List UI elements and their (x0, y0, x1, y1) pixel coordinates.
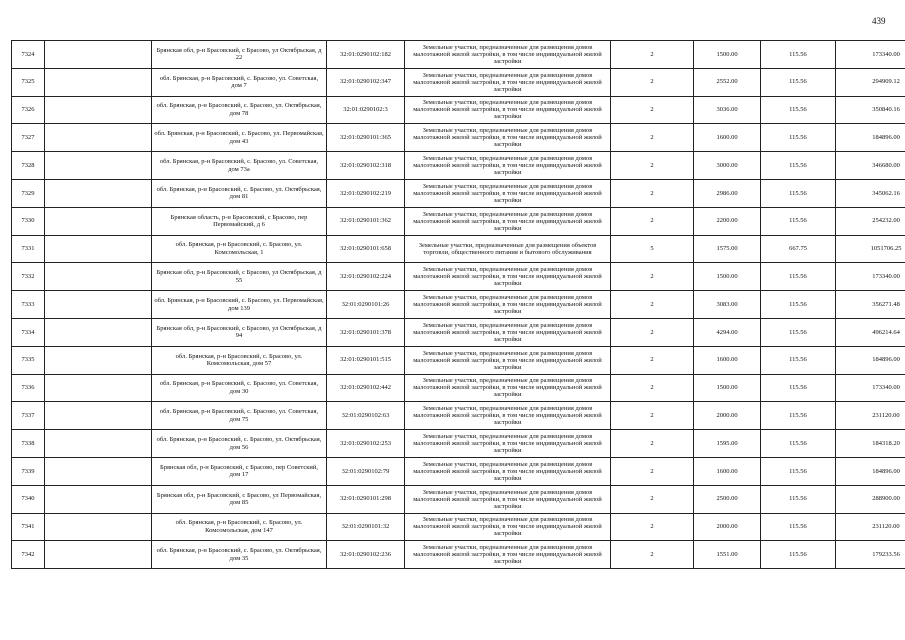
cadastral-value-cell: 179233.56 (836, 541, 905, 569)
row-number-cell: 7327 (12, 124, 45, 152)
use-group-cell: 2 (611, 41, 694, 69)
cadastral-value-cell: 184896.00 (836, 457, 905, 485)
area-cell: 1500.00 (694, 41, 761, 69)
land-use-cell: Земельные участки, предназначенные для размещения домов малоэтажной жилой застройки, в том числе индивидуальной жилой застройки (405, 541, 611, 569)
use-group-cell: 2 (611, 513, 694, 541)
land-use-cell: Земельные участки, предназначенные для размещения домов малоэтажной жилой застройки, в том числе индивидуальной жилой застройки (405, 402, 611, 430)
specific-value-cell: 115.56 (761, 263, 836, 291)
area-cell: 2000.00 (694, 513, 761, 541)
address-cell: Брянская область, р-н Брасовский, с Брасово, пер Первомайский, д 6 (152, 207, 327, 235)
row-number-cell: 7324 (12, 41, 45, 69)
table-row (12, 457, 905, 485)
empty-cell (45, 152, 152, 180)
row-number-cell: 7342 (12, 541, 45, 569)
specific-value-cell: 115.56 (761, 179, 836, 207)
cadastral-value-cell: 254232.00 (836, 207, 905, 235)
cadastral-value-cell: 173340.00 (836, 263, 905, 291)
address-cell: обл. Брянская, р-н Брасовский, с. Брасово, ул. Октябрьская, дом 35 (152, 541, 327, 569)
specific-value-cell: 115.56 (761, 152, 836, 180)
row-number-cell: 7328 (12, 152, 45, 180)
cadastral-value-cell: 356271.48 (836, 291, 905, 319)
empty-cell (45, 68, 152, 96)
table-row (12, 346, 905, 374)
row-number-cell: 7337 (12, 402, 45, 430)
land-use-cell: Земельные участки, предназначенные для размещения домов малоэтажной жилой застройки, в том числе индивидуальной жилой застройки (405, 346, 611, 374)
land-use-cell: Земельные участки, предназначенные для размещения домов малоэтажной жилой застройки, в том числе индивидуальной жилой застройки (405, 291, 611, 319)
specific-value-cell: 115.56 (761, 513, 836, 541)
use-group-cell: 2 (611, 68, 694, 96)
area-cell: 1595.00 (694, 430, 761, 458)
empty-cell (45, 263, 152, 291)
specific-value-cell: 115.56 (761, 318, 836, 346)
table-row (12, 41, 905, 69)
cadastral-value-cell: 231120.00 (836, 402, 905, 430)
row-number-cell: 7332 (12, 263, 45, 291)
row-number-cell: 7333 (12, 291, 45, 319)
cadastral-number-cell: 32:01:0290101:32 (327, 513, 405, 541)
cadastral-value-cell: 184896.00 (836, 124, 905, 152)
use-group-cell: 2 (611, 402, 694, 430)
empty-cell (45, 430, 152, 458)
cadastral-number-cell: 32:01:0290101:362 (327, 207, 405, 235)
cadastral-value-cell: 294909.12 (836, 68, 905, 96)
cadastral-value-cell: 184896.00 (836, 346, 905, 374)
use-group-cell: 2 (611, 485, 694, 513)
row-number-cell: 7336 (12, 374, 45, 402)
specific-value-cell: 115.56 (761, 457, 836, 485)
area-cell: 1551.00 (694, 541, 761, 569)
cadastral-value-cell: 173340.00 (836, 41, 905, 69)
table-row (12, 179, 905, 207)
cadastral-number-cell: 32:01:0290102:63 (327, 402, 405, 430)
table-body (12, 41, 905, 569)
cadastral-number-cell: 32:01:0290101:658 (327, 235, 405, 263)
table-row (12, 68, 905, 96)
row-number-cell: 7330 (12, 207, 45, 235)
empty-cell (45, 124, 152, 152)
cadastral-number-cell: 32:01:0290102:224 (327, 263, 405, 291)
land-use-cell: Земельные участки, предназначенные для размещения домов малоэтажной жилой застройки, в том числе индивидуальной жилой застройки (405, 318, 611, 346)
specific-value-cell: 115.56 (761, 96, 836, 124)
empty-cell (45, 346, 152, 374)
table-row (12, 402, 905, 430)
area-cell: 1500.00 (694, 263, 761, 291)
cadastral-value-cell: 350840.16 (836, 96, 905, 124)
area-cell: 2500.00 (694, 485, 761, 513)
land-use-cell: Земельные участки, предназначенные для размещения объектов торговли, общественного питания и бытового обслуживания (405, 235, 611, 263)
land-use-cell: Земельные участки, предназначенные для размещения домов малоэтажной жилой застройки, в том числе индивидуальной жилой застройки (405, 96, 611, 124)
address-cell: обл. Брянская, р-н Брасовский, с. Брасово, ул. Октябрьская, дом 81 (152, 179, 327, 207)
area-cell: 3000.00 (694, 152, 761, 180)
address-cell: Брянская обл, р-н Брасовский, с Брасово, ул Октябрьская, д 22 (152, 41, 327, 69)
cadastral-number-cell: 32:01:0290101:378 (327, 318, 405, 346)
address-cell: обл. Брянская, р-н Брасовский, с. Брасово, ул. Советская, дом 30 (152, 374, 327, 402)
land-use-cell: Земельные участки, предназначенные для размещения домов малоэтажной жилой застройки, в том числе индивидуальной жилой застройки (405, 457, 611, 485)
use-group-cell: 2 (611, 124, 694, 152)
cadastral-number-cell: 32:01:0290102:347 (327, 68, 405, 96)
table-row (12, 235, 905, 263)
specific-value-cell: 115.56 (761, 68, 836, 96)
specific-value-cell: 115.56 (761, 346, 836, 374)
address-cell: обл. Брянская, р-н Брасовский, с. Брасово, ул. Первомайская, дом 43 (152, 124, 327, 152)
empty-cell (45, 402, 152, 430)
cadastral-value-cell: 173340.00 (836, 374, 905, 402)
area-cell: 3083.00 (694, 291, 761, 319)
cadastral-number-cell: 32:01:0290102:236 (327, 541, 405, 569)
page-number: 439 (872, 16, 886, 26)
row-number-cell: 7338 (12, 430, 45, 458)
land-use-cell: Земельные участки, предназначенные для размещения домов малоэтажной жилой застройки, в том числе индивидуальной жилой застройки (405, 68, 611, 96)
cadastral-number-cell: 32:01:0290102:219 (327, 179, 405, 207)
area-cell: 1500.00 (694, 374, 761, 402)
empty-cell (45, 207, 152, 235)
use-group-cell: 2 (611, 96, 694, 124)
specific-value-cell: 115.56 (761, 41, 836, 69)
address-cell: Брянская обл, р-н Брасовский, с Брасово, ул Октябрьская, д 55 (152, 263, 327, 291)
land-use-cell: Земельные участки, предназначенные для размещения домов малоэтажной жилой застройки, в том числе индивидуальной жилой застройки (405, 152, 611, 180)
row-number-cell: 7335 (12, 346, 45, 374)
land-use-cell: Земельные участки, предназначенные для размещения домов малоэтажной жилой застройки, в том числе индивидуальной жилой застройки (405, 485, 611, 513)
use-group-cell: 2 (611, 207, 694, 235)
table-row (12, 96, 905, 124)
empty-cell (45, 457, 152, 485)
empty-cell (45, 41, 152, 69)
use-group-cell: 2 (611, 374, 694, 402)
specific-value-cell: 115.56 (761, 374, 836, 402)
area-cell: 2986.00 (694, 179, 761, 207)
specific-value-cell: 115.56 (761, 124, 836, 152)
row-number-cell: 7334 (12, 318, 45, 346)
empty-cell (45, 291, 152, 319)
empty-cell (45, 179, 152, 207)
row-number-cell: 7340 (12, 485, 45, 513)
land-use-cell: Земельные участки, предназначенные для размещения домов малоэтажной жилой застройки, в том числе индивидуальной жилой застройки (405, 374, 611, 402)
area-cell: 2552.00 (694, 68, 761, 96)
address-cell: обл. Брянская, р-н Брасовский, с. Брасово, ул. Первомайская, дом 139 (152, 291, 327, 319)
address-cell: Брянская обл, р-н Брасовский, с Брасово, пер Советский, дом 17 (152, 457, 327, 485)
land-use-cell: Земельные участки, предназначенные для размещения домов малоэтажной жилой застройки, в том числе индивидуальной жилой застройки (405, 124, 611, 152)
address-cell: обл. Брянская, р-н Брасовский, с. Брасово, ул. Советская, дом 7 (152, 68, 327, 96)
cadastral-value-cell: 231120.00 (836, 513, 905, 541)
use-group-cell: 5 (611, 235, 694, 263)
cadastral-number-cell: 32:01:0290101:298 (327, 485, 405, 513)
use-group-cell: 2 (611, 318, 694, 346)
specific-value-cell: 667.75 (761, 235, 836, 263)
table-row (12, 318, 905, 346)
area-cell: 1575.00 (694, 235, 761, 263)
table-row (12, 513, 905, 541)
empty-cell (45, 541, 152, 569)
cadastral-table (11, 40, 905, 569)
address-cell: обл. Брянская, р-н Брасовский, с. Брасово, ул. Советская, дом 75 (152, 402, 327, 430)
specific-value-cell: 115.56 (761, 291, 836, 319)
area-cell: 4294.00 (694, 318, 761, 346)
cadastral-number-cell: 32:01:0290101:365 (327, 124, 405, 152)
area-cell: 1600.00 (694, 124, 761, 152)
land-use-cell: Земельные участки, предназначенные для размещения домов малоэтажной жилой застройки, в том числе индивидуальной жилой застройки (405, 513, 611, 541)
specific-value-cell: 115.56 (761, 430, 836, 458)
area-cell: 2000.00 (694, 402, 761, 430)
row-number-cell: 7326 (12, 96, 45, 124)
land-use-cell: Земельные участки, предназначенные для размещения домов малоэтажной жилой застройки, в том числе индивидуальной жилой застройки (405, 179, 611, 207)
use-group-cell: 2 (611, 430, 694, 458)
table-row (12, 207, 905, 235)
cadastral-number-cell: 32:01:0290102:182 (327, 41, 405, 69)
cadastral-number-cell: 32:01:0290101:26 (327, 291, 405, 319)
table-row (12, 124, 905, 152)
land-use-cell: Земельные участки, предназначенные для размещения домов малоэтажной жилой застройки, в том числе индивидуальной жилой застройки (405, 41, 611, 69)
address-cell: обл. Брянская, р-н Брасовский, с. Брасово, ул. Комсомольская, дом 57 (152, 346, 327, 374)
cadastral-value-cell: 345062.16 (836, 179, 905, 207)
address-cell: обл. Брянская, р-н Брасовский, с. Брасово, ул. Октябрьская, дом 56 (152, 430, 327, 458)
address-cell: Брянская обл, р-н Брасовский, с Брасово, ул Первомайская, дом 85 (152, 485, 327, 513)
row-number-cell: 7325 (12, 68, 45, 96)
area-cell: 1600.00 (694, 457, 761, 485)
specific-value-cell: 115.56 (761, 402, 836, 430)
area-cell: 1600.00 (694, 346, 761, 374)
cadastral-number-cell: 32:01:0290102:442 (327, 374, 405, 402)
land-use-cell: Земельные участки, предназначенные для размещения домов малоэтажной жилой застройки, в том числе индивидуальной жилой застройки (405, 207, 611, 235)
specific-value-cell: 115.56 (761, 485, 836, 513)
address-cell: обл. Брянская, р-н Брасовский, с. Брасово, ул. Советская, дом 73а (152, 152, 327, 180)
cadastral-number-cell: 32:01:0290102:253 (327, 430, 405, 458)
empty-cell (45, 235, 152, 263)
cadastral-number-cell: 32:01:0290102:318 (327, 152, 405, 180)
cadastral-value-cell: 288900.00 (836, 485, 905, 513)
land-use-cell: Земельные участки, предназначенные для размещения домов малоэтажной жилой застройки, в том числе индивидуальной жилой застройки (405, 263, 611, 291)
empty-cell (45, 513, 152, 541)
table-row (12, 374, 905, 402)
cadastral-number-cell: 32:01:0290101:515 (327, 346, 405, 374)
address-cell: обл. Брянская, р-н Брасовский, с. Брасово, ул. Комсомольская, 1 (152, 235, 327, 263)
use-group-cell: 2 (611, 152, 694, 180)
address-cell: обл. Брянская, р-н Брасовский, с. Брасово, ул. Октябрьская, дом 78 (152, 96, 327, 124)
row-number-cell: 7329 (12, 179, 45, 207)
cadastral-number-cell: 32:01:0290102:3 (327, 96, 405, 124)
table-row (12, 291, 905, 319)
use-group-cell: 2 (611, 291, 694, 319)
empty-cell (45, 96, 152, 124)
cadastral-value-cell: 184318.20 (836, 430, 905, 458)
table-row (12, 541, 905, 569)
land-use-cell: Земельные участки, предназначенные для размещения домов малоэтажной жилой застройки, в том числе индивидуальной жилой застройки (405, 430, 611, 458)
address-cell: Брянская обл, р-н Брасовский, с Брасово, ул Октябрьская, д 94 (152, 318, 327, 346)
table-row (12, 152, 905, 180)
use-group-cell: 2 (611, 263, 694, 291)
use-group-cell: 2 (611, 541, 694, 569)
area-cell: 2200.00 (694, 207, 761, 235)
use-group-cell: 2 (611, 179, 694, 207)
cadastral-value-cell: 346680.00 (836, 152, 905, 180)
address-cell: обл. Брянская, р-н Брасовский, с. Брасово, ул. Комсомольская, дом 147 (152, 513, 327, 541)
specific-value-cell: 115.56 (761, 541, 836, 569)
table-row (12, 430, 905, 458)
specific-value-cell: 115.56 (761, 207, 836, 235)
empty-cell (45, 318, 152, 346)
table-row (12, 263, 905, 291)
empty-cell (45, 485, 152, 513)
cadastral-number-cell: 32:01:0290102:79 (327, 457, 405, 485)
row-number-cell: 7339 (12, 457, 45, 485)
use-group-cell: 2 (611, 457, 694, 485)
table-row (12, 485, 905, 513)
cadastral-value-cell: 496214.64 (836, 318, 905, 346)
cadastral-value-cell: 1051706.25 (836, 235, 905, 263)
area-cell: 3036.00 (694, 96, 761, 124)
empty-cell (45, 374, 152, 402)
row-number-cell: 7331 (12, 235, 45, 263)
use-group-cell: 2 (611, 346, 694, 374)
row-number-cell: 7341 (12, 513, 45, 541)
